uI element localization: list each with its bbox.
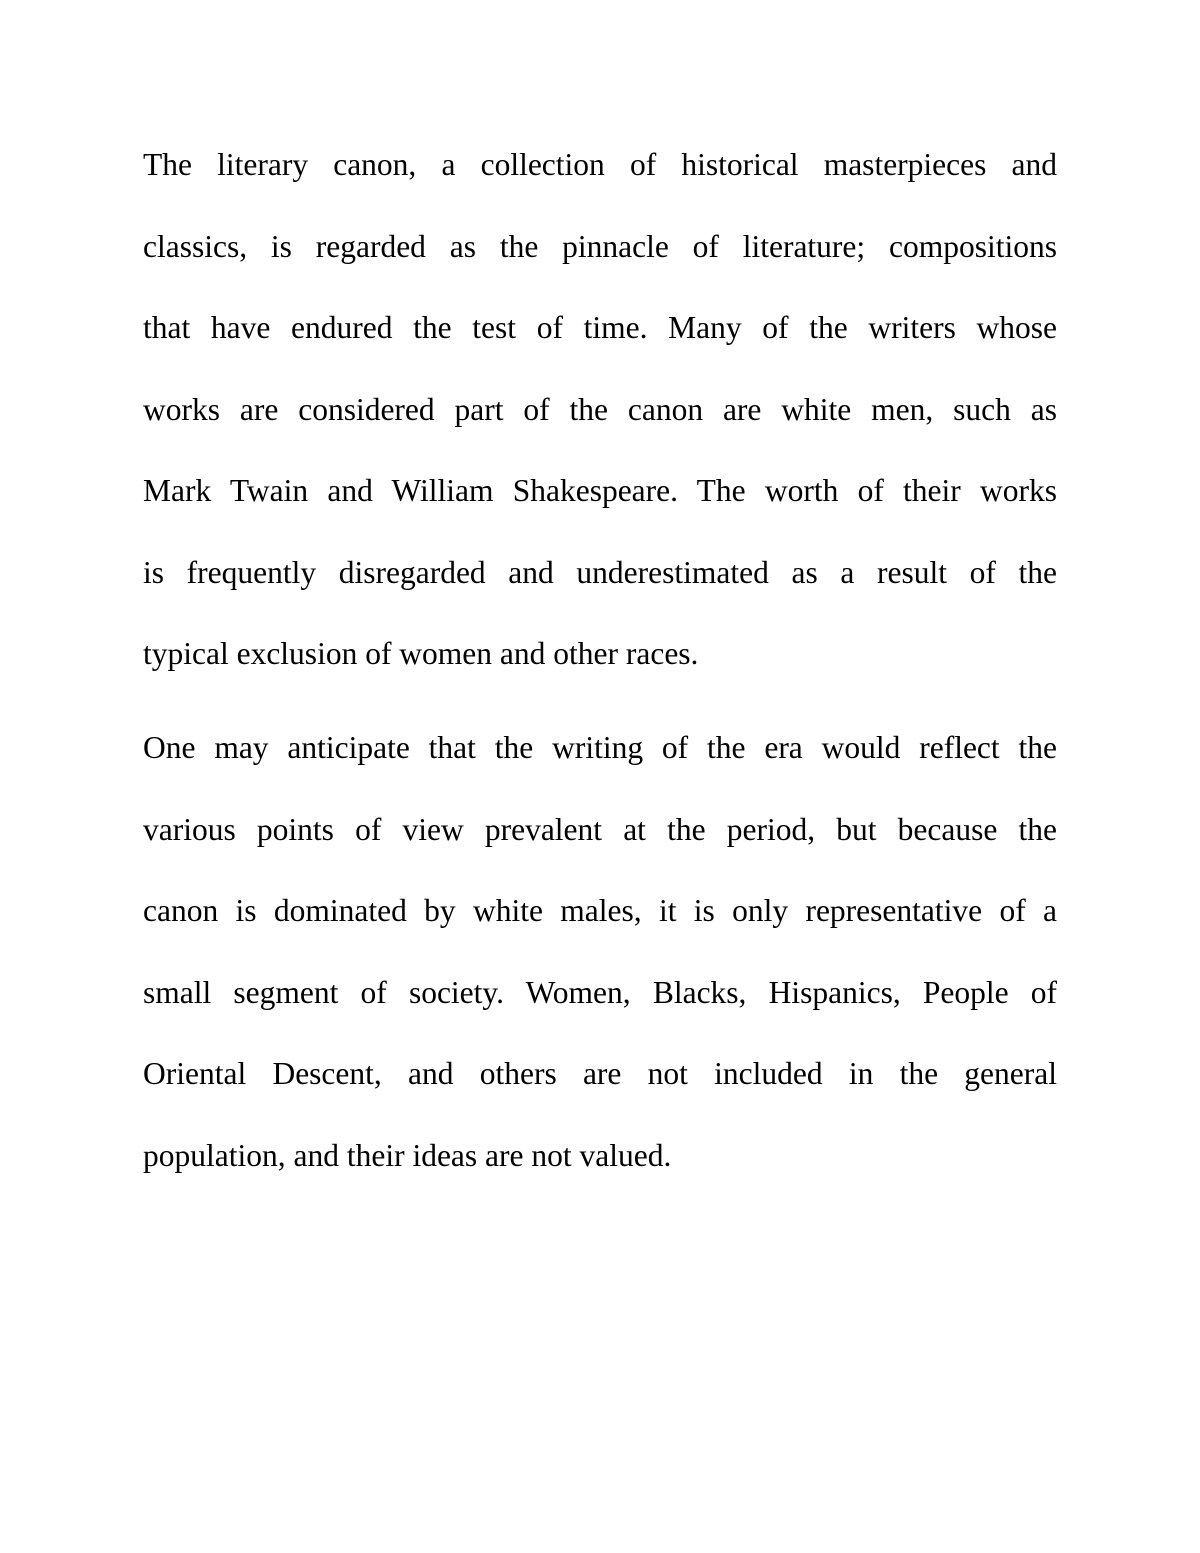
paragraph-line: Oriental Descent, and others are not included in the general (143, 1056, 1057, 1091)
paragraph-line: works are considered part of the canon are white men, such as (143, 391, 1057, 427)
paragraph-line: The literary canon, a collection of historical masterpieces and (143, 147, 1057, 182)
paragraph-line: small segment of society. Women, Blacks, Hispanics, People of (143, 974, 1057, 1010)
paragraph-line: canon is dominated by white males, it is only representative of a (143, 893, 1057, 928)
paragraph-line: that have endured the test of time. Many of the writers whose (143, 310, 1057, 345)
paragraph-line: One may anticipate that the writing of the era would reflect the (143, 730, 1057, 765)
paragraph-1 (143, 124, 1057, 695)
paragraph-line: is frequently disregarded and underestimated as a result of the (143, 554, 1057, 590)
paragraph-line: classics, is regarded as the pinnacle of literature; compositions (143, 228, 1057, 264)
paragraph-line: various points of view prevalent at the period, but because the (143, 811, 1057, 847)
paragraph-2 (143, 707, 1057, 1196)
paragraph-line: Mark Twain and William Shakespeare. The worth of their works (143, 473, 1057, 508)
paragraph-line: typical exclusion of women and other races. (143, 636, 699, 671)
paragraph-line: population, and their ideas are not valued. (143, 1137, 672, 1173)
